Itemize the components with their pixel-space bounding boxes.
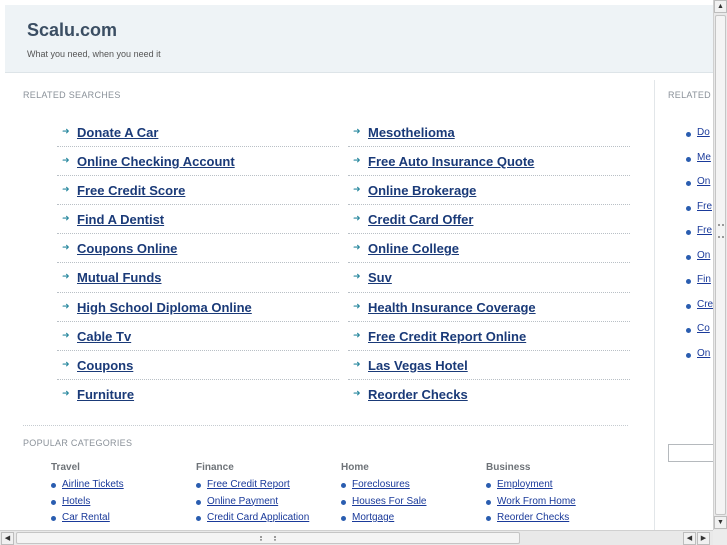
bullet-icon <box>51 500 56 505</box>
related-search-row <box>57 322 339 351</box>
related-search-link[interactable]: Cable Tv <box>77 328 132 344</box>
site-title[interactable]: Scalu.com <box>27 20 118 40</box>
horizontal-scroll-thumb[interactable] <box>16 532 520 544</box>
bullet-icon <box>341 483 346 488</box>
related-search-link[interactable]: Furniture <box>77 386 135 402</box>
main-panel <box>5 80 655 532</box>
side-link[interactable]: Fin <box>697 274 711 285</box>
category-link[interactable]: Credit Card Application <box>207 512 310 523</box>
bullet-icon <box>196 516 201 521</box>
related-search-link[interactable]: Suv <box>368 270 392 286</box>
bullet-icon <box>51 516 56 521</box>
side-link[interactable]: Cre <box>697 298 714 310</box>
related-search-row <box>348 322 630 351</box>
scroll-down-button[interactable]: ▼ <box>714 516 727 529</box>
horizontal-scrollbar[interactable] <box>0 530 713 545</box>
related-search-row <box>57 118 339 147</box>
related-search-row <box>348 118 630 147</box>
related-search-row <box>348 147 630 176</box>
category-link[interactable]: Car Rental <box>62 512 110 523</box>
bullet-icon <box>686 181 691 186</box>
arrow-right-icon: ➜ <box>353 329 361 340</box>
arrow-right-icon: ➜ <box>353 213 361 224</box>
related-search-row <box>348 176 630 205</box>
category-item <box>341 511 481 528</box>
category-heading: Home <box>341 462 369 473</box>
side-link[interactable]: Fre <box>697 200 712 212</box>
related-search-link[interactable]: Health Insurance Coverage <box>368 299 536 315</box>
related-search-row <box>348 263 630 292</box>
category-link[interactable]: Work From Home <box>497 495 576 507</box>
bullet-icon <box>686 255 691 260</box>
arrow-right-icon: ➜ <box>353 387 361 398</box>
scroll-left-button[interactable]: ◀ <box>683 532 696 545</box>
related-search-link[interactable]: Las Vegas Hotel <box>368 357 468 373</box>
related-searches-right-column <box>348 118 630 409</box>
category-item <box>196 478 336 495</box>
related-search-link[interactable]: Free Credit Report Online <box>368 328 527 344</box>
scroll-left-button[interactable]: ◀ <box>1 532 14 545</box>
related-search-row <box>57 176 339 205</box>
bullet-icon <box>686 157 691 162</box>
related-search-link[interactable]: Free Credit Score <box>77 183 186 199</box>
bullet-icon <box>196 483 201 488</box>
arrow-right-icon: ➜ <box>353 126 361 136</box>
bullet-icon <box>486 516 491 521</box>
related-searches-title: RELATED SEARCHES <box>23 90 121 100</box>
section-divider <box>23 425 628 426</box>
category-item <box>196 495 336 512</box>
popular-categories-title: POPULAR CATEGORIES <box>23 438 133 448</box>
related-search-row <box>57 293 339 322</box>
site-tagline: What you need, when you need it <box>27 49 161 59</box>
category-heading: Finance <box>196 462 234 473</box>
related-search-row <box>57 147 339 176</box>
bullet-icon <box>686 304 691 309</box>
bullet-icon <box>686 328 691 333</box>
arrow-right-icon: ➜ <box>62 155 70 166</box>
category-link[interactable]: Free Credit Report <box>207 479 290 490</box>
related-search-link[interactable]: Mutual Funds <box>77 270 162 286</box>
bullet-icon <box>486 483 491 488</box>
category-link[interactable]: Airline Tickets <box>62 479 124 490</box>
related-search-row <box>57 205 339 234</box>
related-search-row <box>57 263 339 292</box>
side-link[interactable]: Do <box>697 127 710 138</box>
category-item <box>51 511 191 528</box>
related-search-link[interactable]: Coupons <box>77 357 134 373</box>
bullet-icon <box>686 230 691 235</box>
vertical-scrollbar[interactable] <box>713 0 727 530</box>
grip-icon <box>718 224 724 238</box>
side-link[interactable]: Me <box>697 151 711 163</box>
bullet-icon <box>341 516 346 521</box>
arrow-right-icon: ➜ <box>353 300 361 311</box>
related-search-row <box>57 234 339 263</box>
scroll-up-button[interactable]: ▲ <box>714 0 727 13</box>
arrow-right-icon: ➜ <box>62 358 70 369</box>
scrollbar-corner <box>713 530 727 545</box>
bullet-icon <box>196 500 201 505</box>
arrow-right-icon: ➜ <box>62 387 70 398</box>
side-link[interactable]: On <box>697 176 711 187</box>
arrow-right-icon: ➜ <box>62 329 70 340</box>
related-search-link[interactable]: High School Diploma Online <box>77 299 252 315</box>
category-item <box>486 511 626 528</box>
related-search-link[interactable]: Free Auto Insurance Quote <box>368 154 535 170</box>
related-search-row <box>57 351 339 380</box>
category-heading: Business <box>486 462 531 473</box>
category-item <box>486 495 626 512</box>
related-search-link[interactable]: Coupons Online <box>77 241 178 257</box>
side-panel <box>664 80 715 532</box>
bullet-icon <box>686 353 691 358</box>
related-search-link[interactable]: Credit Card Offer <box>368 212 474 228</box>
related-search-link[interactable]: Online Brokerage <box>368 183 477 199</box>
bullet-icon <box>686 206 691 211</box>
related-search-link[interactable]: Online College <box>368 241 460 257</box>
category-finance <box>196 462 336 528</box>
related-search-row <box>57 380 339 409</box>
category-home <box>341 462 481 528</box>
side-link[interactable]: On <box>697 347 711 359</box>
side-link[interactable]: Fre <box>697 225 712 236</box>
arrow-right-icon: ➜ <box>62 126 70 136</box>
category-item <box>196 511 336 528</box>
arrow-right-icon: ➜ <box>62 300 70 311</box>
related-search-link[interactable]: Donate A Car <box>77 125 159 140</box>
related-search-row <box>348 380 630 409</box>
arrow-right-icon: ➜ <box>62 184 70 195</box>
arrow-right-icon: ➜ <box>62 213 70 224</box>
bullet-icon <box>686 279 691 284</box>
arrow-right-icon: ➜ <box>353 242 361 253</box>
arrow-right-icon: ➜ <box>353 184 361 195</box>
category-travel <box>51 462 191 528</box>
category-heading: Travel <box>51 462 80 473</box>
category-link[interactable]: Reorder Checks <box>497 512 570 523</box>
bullet-icon <box>341 500 346 505</box>
related-search-row <box>348 234 630 263</box>
category-link[interactable]: Foreclosures <box>352 479 410 490</box>
related-search-row <box>348 351 630 380</box>
related-search-link[interactable]: Online Checking Account <box>77 154 235 170</box>
related-searches-left-column <box>57 118 339 409</box>
vertical-scroll-thumb[interactable] <box>715 15 726 515</box>
category-item <box>51 478 191 495</box>
arrow-right-icon: ➜ <box>62 271 70 282</box>
side-related-title: RELATED <box>668 90 711 100</box>
arrow-right-icon: ➜ <box>353 271 361 282</box>
related-search-link[interactable]: Mesothelioma <box>368 125 455 140</box>
side-link[interactable]: On <box>697 249 711 261</box>
category-item <box>341 495 481 512</box>
arrow-right-icon: ➜ <box>62 242 70 253</box>
related-search-row <box>348 293 630 322</box>
bullet-icon <box>51 483 56 488</box>
category-item <box>486 478 626 495</box>
bullet-icon <box>486 500 491 505</box>
category-link[interactable]: Employment <box>497 479 553 490</box>
related-search-link[interactable]: Find A Dentist <box>77 212 165 228</box>
bullet-icon <box>686 132 691 137</box>
category-business <box>486 462 626 528</box>
category-link[interactable]: Mortgage <box>352 512 395 523</box>
scroll-right-button[interactable]: ▶ <box>697 532 710 545</box>
related-search-link[interactable]: Reorder Checks <box>368 386 468 402</box>
arrow-right-icon: ➜ <box>353 155 361 166</box>
side-link[interactable]: Co <box>697 323 710 334</box>
side-search-input[interactable] <box>668 444 715 462</box>
category-link[interactable]: Online Payment <box>207 495 279 507</box>
site-header <box>5 5 727 73</box>
category-link[interactable]: Hotels <box>62 495 91 507</box>
arrow-right-icon: ➜ <box>353 358 361 369</box>
category-item <box>51 495 191 512</box>
category-item <box>341 478 481 495</box>
grip-icon <box>260 536 276 541</box>
related-search-row <box>348 205 630 234</box>
category-link[interactable]: Houses For Sale <box>352 495 427 507</box>
